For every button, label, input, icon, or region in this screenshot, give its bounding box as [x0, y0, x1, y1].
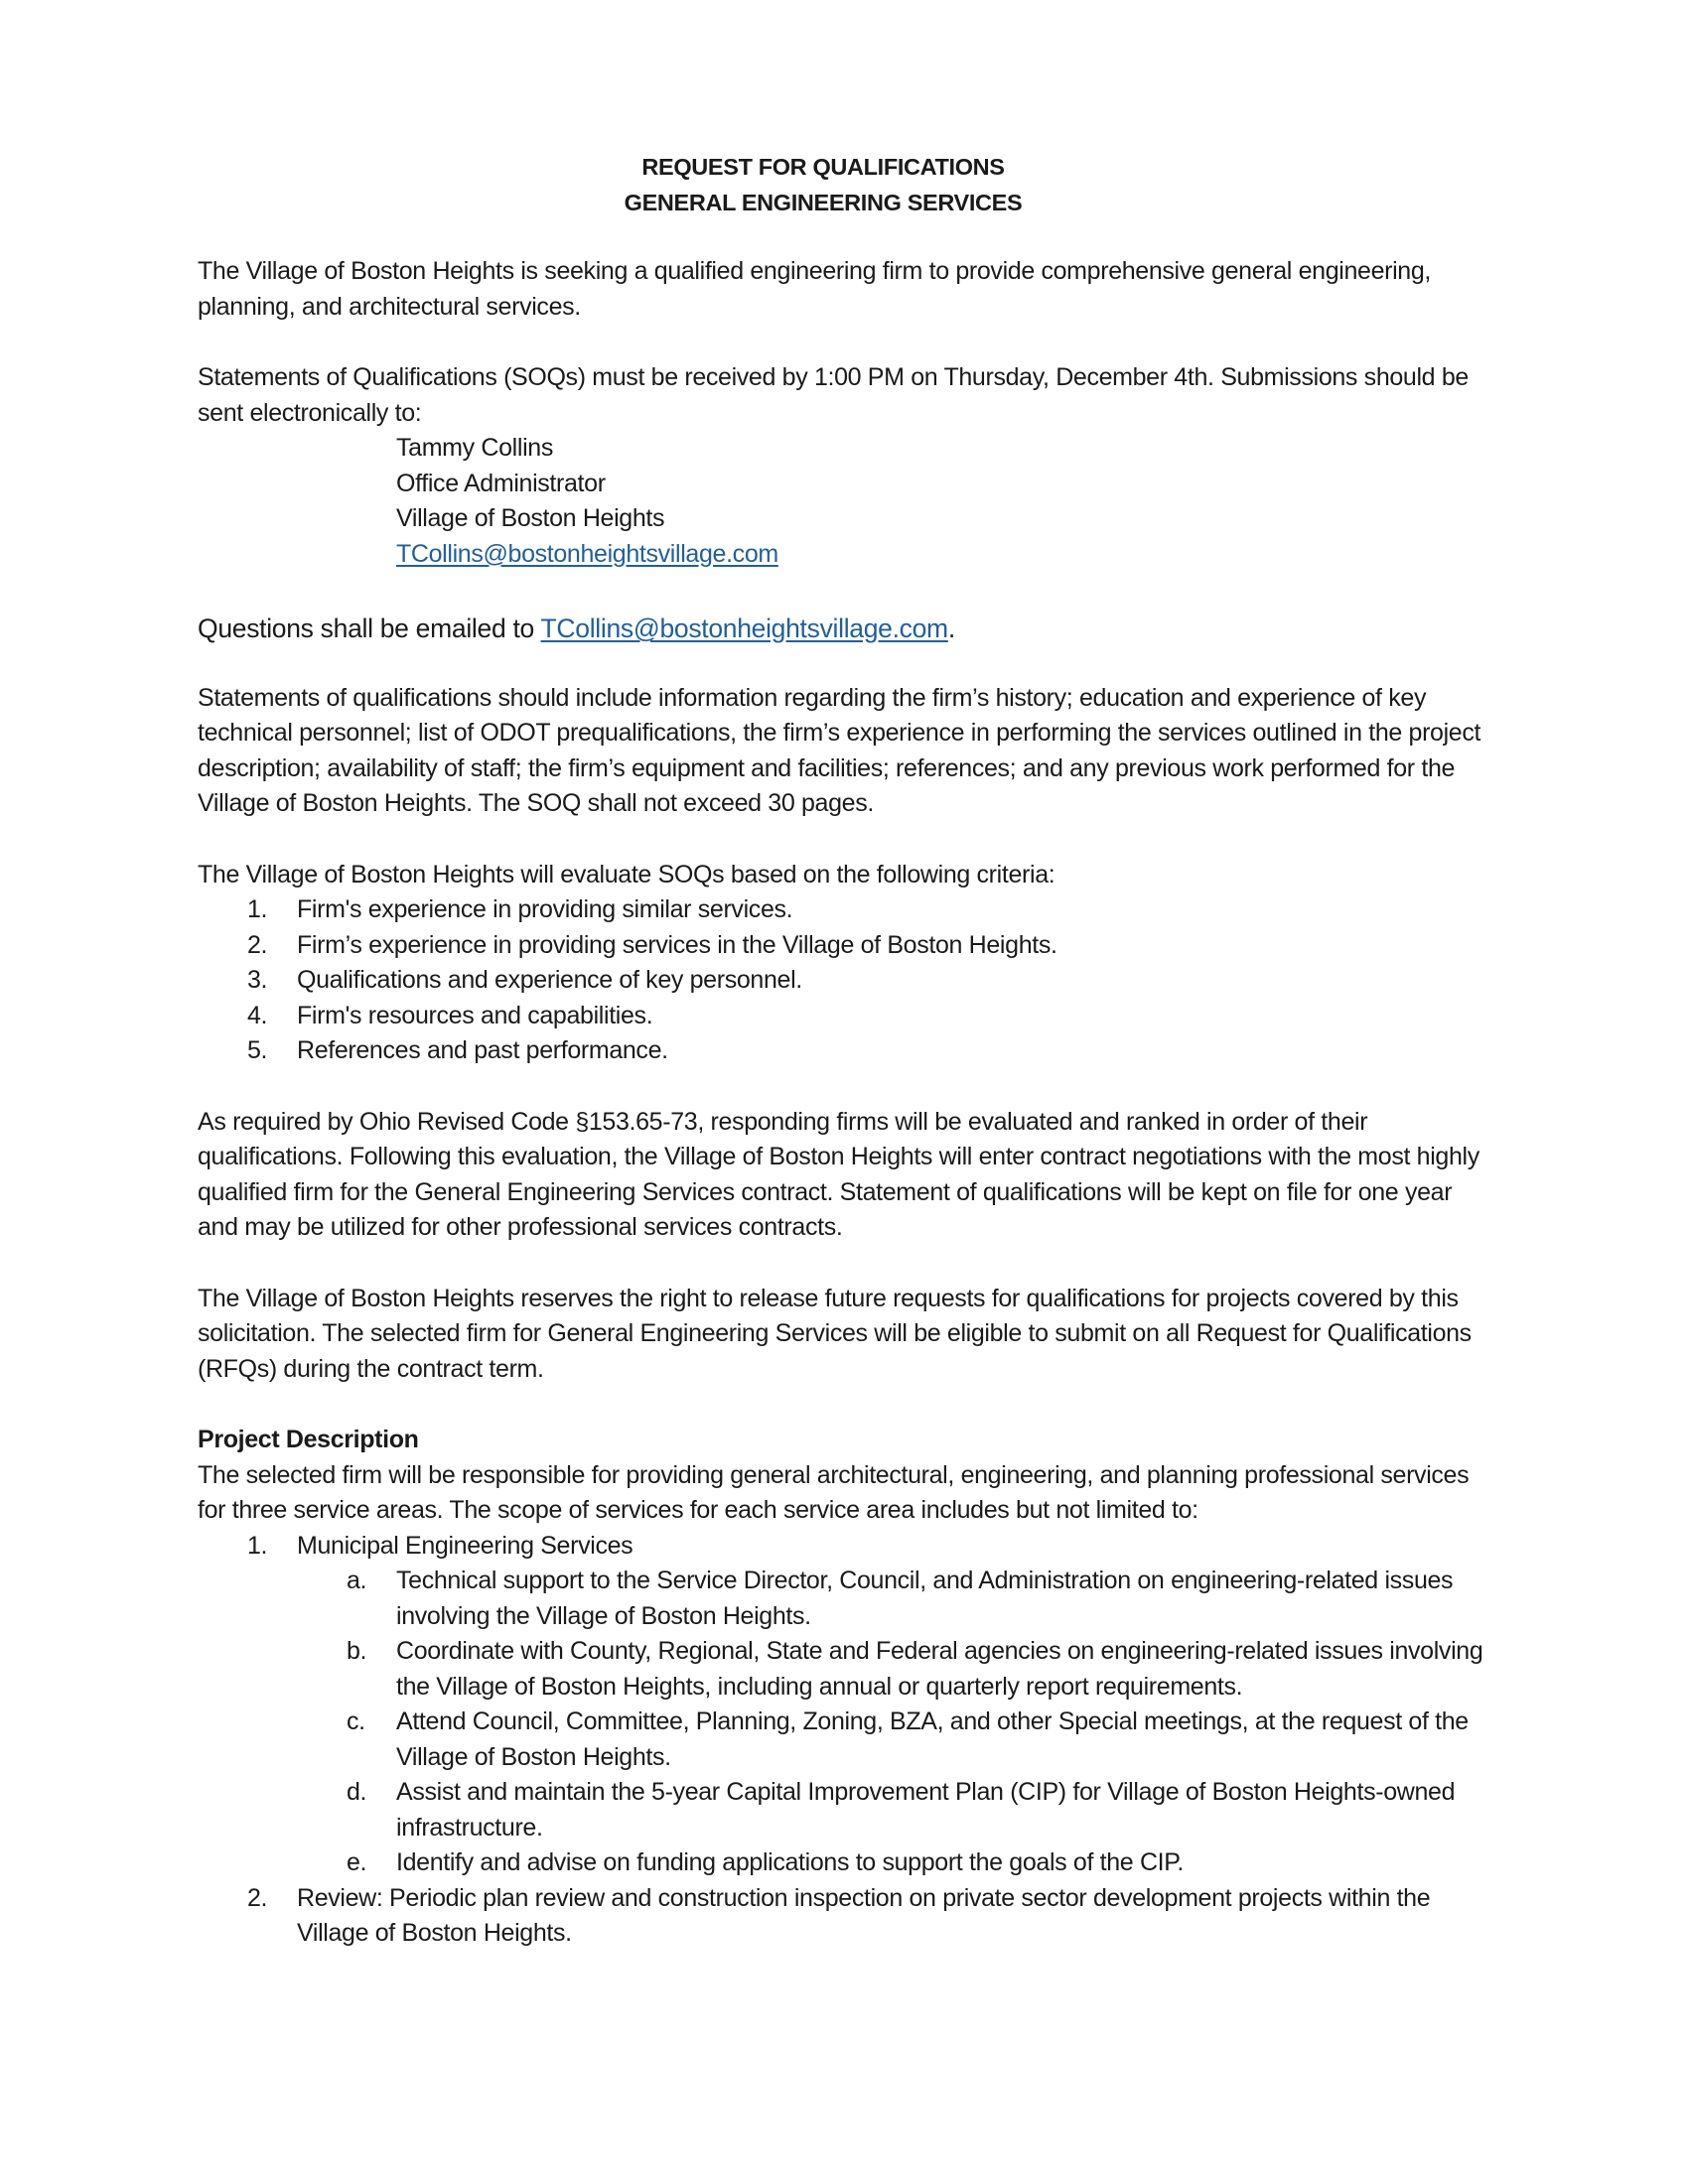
- contact-name: Tammy Collins: [396, 434, 553, 462]
- contact-role: Office Administrator: [396, 469, 606, 497]
- scope-subitem: [198, 1705, 1488, 1775]
- scope-subitem: [198, 1845, 1488, 1881]
- criteria-number: 3.: [247, 966, 268, 994]
- criteria-text: Firm's experience in providing similar services.: [297, 895, 793, 923]
- project-description-heading: Project Description: [198, 1426, 419, 1453]
- questions-paragraph: [198, 612, 1488, 647]
- scope-list: [198, 1529, 1488, 1952]
- contact-block: [198, 431, 1488, 572]
- criteria-list: [198, 892, 1488, 1069]
- intro-paragraph: The Village of Boston Heights is seeking a qualified engineering firm to provide comprehensive general engineering, planning, and architectural services.: [198, 257, 1432, 321]
- scope-number: 1.: [247, 1531, 268, 1560]
- deadline-paragraph: Statements of Qualifications (SOQs) must be received by 1:00 PM on Thursday, December 4th. Submissions should be sent electronically to:: [198, 363, 1469, 427]
- ohio-code-paragraph: As required by Ohio Revised Code §153.65-73, responding firms will be evaluated and ranked in order of their qualifications. Following this evaluation, the Village of Boston Heights will enter contract negotiations with the most highly qualified firm for the General Engineering Services contract. Statement of qualifications will be kept on file for one year and may be utilized for other professional services contracts.: [198, 1107, 1479, 1241]
- contact-org: Village of Boston Heights: [396, 504, 665, 532]
- scope-sublist: [198, 1564, 1488, 1881]
- scope-subitem: [198, 1634, 1488, 1705]
- criteria-item: [198, 1033, 1488, 1069]
- scope-subitem: [198, 1564, 1488, 1634]
- scope-subitem-text: Coordinate with County, Regional, State and Federal agencies on engineering-related issues involving the Village of Boston Heights, including annual or quarterly report requirements.: [396, 1637, 1483, 1701]
- questions-prefix: Questions shall be emailed to: [198, 614, 541, 643]
- scope-subitem-text: Assist and maintain the 5-year Capital Improvement Plan (CIP) for Village of Boston Heights-owned infrastructure.: [396, 1778, 1456, 1842]
- scope-text: Municipal Engineering Services: [297, 1531, 633, 1560]
- scope-subitem-letter: e.: [347, 1848, 367, 1876]
- criteria-number: 5.: [247, 1036, 268, 1064]
- soq-contents-paragraph: Statements of qualifications should include information regarding the firm’s history; education and experience of key technical personnel; list of ODOT prequalifications, the firm’s experience in performing the services outlined in the project description; availability of staff; the firm’s equipment and facilities; references; and any previous work performed for the Village of Boston Heights. The SOQ shall not exceed 30 pages.: [198, 683, 1481, 817]
- scope-number: 2.: [247, 1883, 268, 1912]
- criteria-text: Firm's resources and capabilities.: [297, 1001, 653, 1029]
- scope-subitem-letter: c.: [347, 1707, 365, 1735]
- scope-subitem: [198, 1775, 1488, 1845]
- scope-subitem-letter: d.: [347, 1778, 367, 1806]
- criteria-text: References and past performance.: [297, 1036, 668, 1064]
- criteria-number: 2.: [247, 930, 268, 959]
- scope-subitem-text: Technical support to the Service Director, Council, and Administration on engineering-related issues involving the Village of Boston Heights.: [396, 1567, 1454, 1630]
- criteria-item: [198, 892, 1488, 928]
- scope-subitem-letter: b.: [347, 1637, 367, 1665]
- document-title-line-1: REQUEST FOR QUALIFICATIONS: [641, 154, 1005, 180]
- scope-subitem-text: Identify and advise on funding applications to support the goals of the CIP.: [396, 1848, 1184, 1876]
- criteria-intro: The Village of Boston Heights will evaluate SOQs based on the following criteria:: [198, 860, 1055, 888]
- scope-item: [198, 1529, 1488, 1565]
- contact-email-link[interactable]: TCollins@bostonheightsvillage.com: [396, 539, 778, 568]
- project-description-body: The selected firm will be responsible for providing general architectural, engineering, and planning professional services for three service areas. The scope of services for each service area includes but not limited to:: [198, 1460, 1470, 1524]
- questions-suffix: .: [947, 614, 955, 643]
- criteria-item: [198, 928, 1488, 964]
- criteria-item: [198, 963, 1488, 999]
- scope-item: [198, 1881, 1488, 1952]
- criteria-item: [198, 999, 1488, 1034]
- document-title-line-2: GENERAL ENGINEERING SERVICES: [624, 190, 1023, 215]
- criteria-text: Firm’s experience in providing services in the Village of Boston Heights.: [297, 930, 1057, 959]
- questions-email-link[interactable]: TCollins@bostonheightsvillage.com: [540, 614, 948, 643]
- criteria-number: 4.: [247, 1001, 268, 1029]
- scope-subitem-text: Attend Council, Committee, Planning, Zoning, BZA, and other Special meetings, at the request of the Village of Boston Heights.: [396, 1707, 1469, 1771]
- criteria-text: Qualifications and experience of key personnel.: [297, 966, 802, 994]
- scope-text: Review: Periodic plan review and construction inspection on private sector development projects within the Village of Boston Heights.: [297, 1883, 1431, 1947]
- reserves-paragraph: The Village of Boston Heights reserves the right to release future requests for qualifications for projects covered by this solicitation. The selected firm for General Engineering Services will be eligible to submit on all Request for Qualifications (RFQs) during the contract term.: [198, 1284, 1472, 1383]
- criteria-number: 1.: [247, 895, 268, 923]
- document-page: [198, 149, 1488, 1952]
- scope-subitem-letter: a.: [347, 1567, 367, 1594]
